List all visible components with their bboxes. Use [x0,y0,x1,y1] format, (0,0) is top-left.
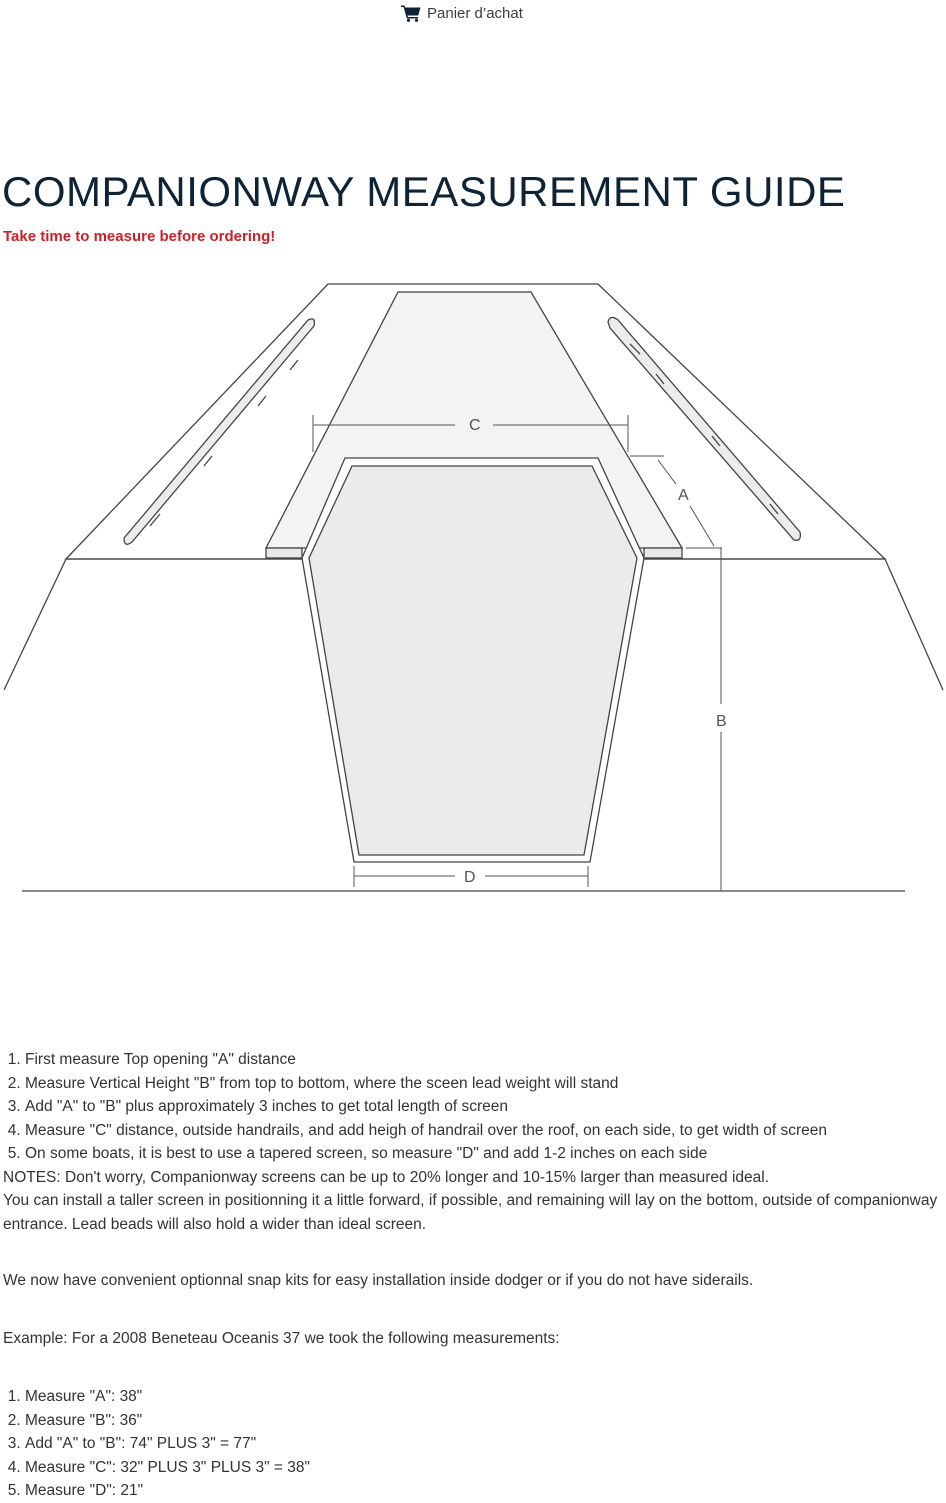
notes-line: NOTES: Don't worry, Companionway screens can be up to 20% longer and 10-15% larger than measured ideal. [3,1168,770,1186]
shopping-cart-icon [401,5,421,22]
list-item: 3. Add "A" to "B": 74" PLUS 3" = 77" [25,1432,938,1456]
shopping-cart-label: Panier d’achat [427,4,523,22]
notes-line: You can install a taller screen in positionning it a little forward, if possible, and remaining will lay on the bottom, outside of companionway entrance. Lead beads will also hold a wider than ideal screen. [3,1192,938,1233]
page-title: COMPANIONWAY MEASUREMENT GUIDE [2,168,846,215]
example-section [3,1327,938,1351]
sill-right [644,548,682,558]
companionway-diagram [0,270,946,900]
cabin-side-left [4,559,66,690]
snap-kits-section [3,1269,938,1293]
list-item: 2. Measure Vertical Height "B" from top to bottom, where the sceen lead weight will stand [25,1072,938,1096]
page-subtitle: Take time to measure before ordering! [3,228,276,245]
example-intro: Example: For a 2008 Beneteau Oceanis 37 we took the following measurements: [3,1330,560,1347]
cabin-side-right [885,559,943,690]
label-b: B [716,713,727,730]
list-item: 1. First measure Top opening "A" distance [25,1048,938,1072]
example-measurements [3,1385,938,1503]
label-a: A [678,487,689,504]
companionway-panel [309,466,637,855]
list-item: 4. Measure "C": 32" PLUS 3" PLUS 3" = 38" [25,1456,938,1480]
instructions [3,1048,938,1236]
example-list [3,1385,938,1503]
list-item: 4. Measure "C" distance, outside handrails, and add heigh of handrail over the roof, on each side, to get width of screen [25,1119,938,1143]
list-item: 2. Measure "B": 36" [25,1409,938,1433]
label-c: C [469,417,481,434]
list-item: 5. On some boats, it is best to use a tapered screen, so measure "D" and add 1-2 inches on each side [25,1142,938,1166]
steps-list [3,1048,938,1166]
list-item: 3. Add "A" to "B" plus approximately 3 inches to get total length of screen [25,1095,938,1119]
list-item: 5. Measure "D": 21" [25,1479,938,1503]
sill-left [266,548,302,558]
list-item: 1. Measure "A": 38" [25,1385,938,1409]
snap-kits-text: We now have convenient optionnal snap kits for easy installation inside dodger or if you do not have siderails. [3,1272,754,1289]
label-d: D [464,869,476,886]
shopping-cart-link[interactable] [401,2,523,24]
